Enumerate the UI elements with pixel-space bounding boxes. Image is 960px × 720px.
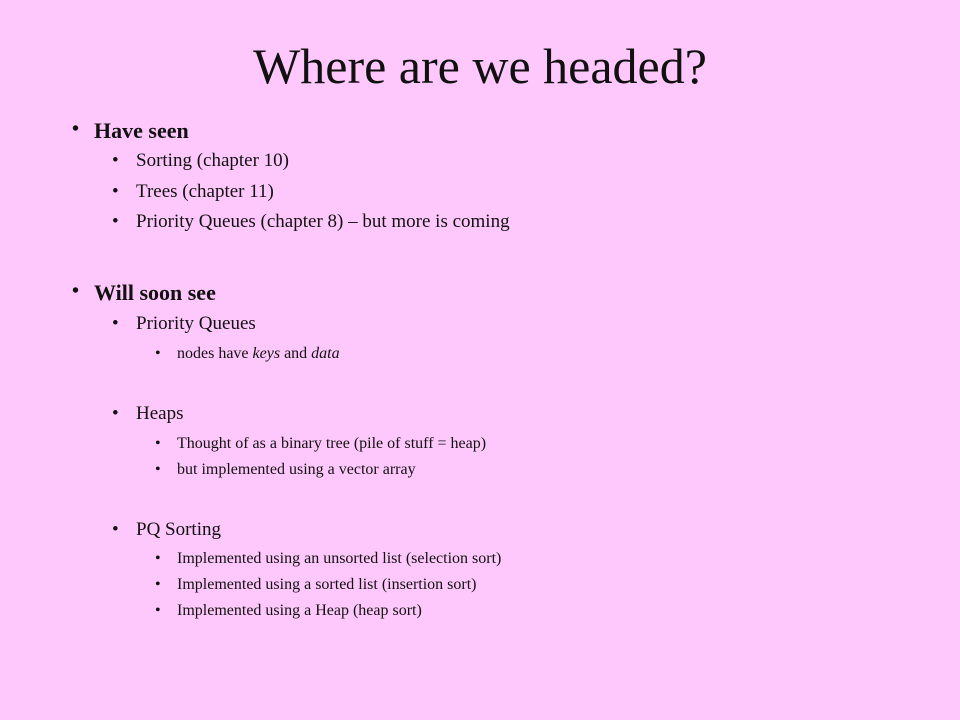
list-item-text: Priority Queues (chapter 8) – but more is coming [136,211,510,232]
sub-list-item-text: Implemented using an unsorted list (selection sort) [177,550,502,567]
list-item-text: Priority Queues [136,313,256,334]
bullet: • [155,602,161,619]
list-item-text: PQ Sorting [136,519,221,540]
bullet: • [155,576,161,593]
bullet: • [112,313,119,334]
bullet: • [112,403,119,424]
bullet: • [112,150,119,171]
section-heading-text: Will soon see [94,280,216,305]
sub-list-item-text: nodes have keys and data [177,345,340,362]
sub-list-item-text: Implemented using a Heap (heap sort) [177,602,422,619]
list-item-text: Sorting (chapter 10) [136,150,290,171]
list-item-text: Trees (chapter 11) [136,181,274,202]
list-item-text: Heaps [136,403,184,424]
bullet: • [112,519,119,540]
sub-list-item-text: Implemented using a sorted list (insertion sort) [177,576,477,593]
bullet: • [72,280,80,302]
bullet: • [155,345,161,362]
slide-title: Where are we headed? [253,38,707,94]
sub-list-item-text: but implemented using a vector array [177,461,416,478]
bullet: • [72,118,80,140]
sub-list-item-text: Thought of as a binary tree (pile of stuff = heap) [177,435,487,452]
bullet: • [155,435,161,452]
bullet: • [155,461,161,478]
bullet: • [112,211,119,232]
section-heading-text: Have seen [94,118,189,143]
bullet: • [155,550,161,567]
bullet: • [112,181,119,202]
